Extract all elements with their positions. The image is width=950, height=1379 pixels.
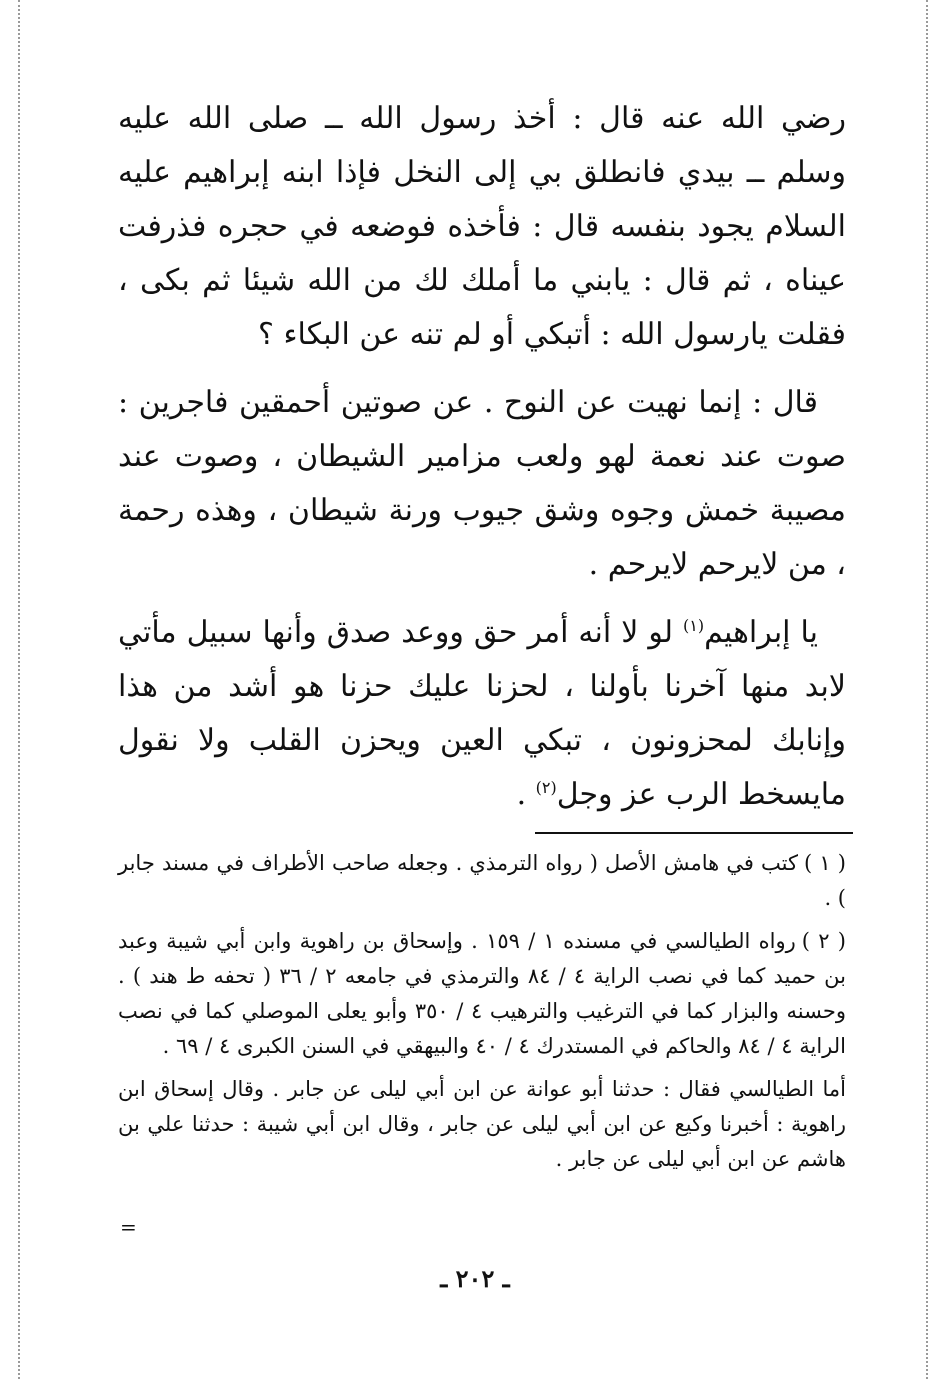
footnote-2-text: رواه الطيالسي في مسنده ١ / ١٥٩ . وإسحاق بن راهوية وابن أبي شيبة وعبد بن حميد كما في نصب الراية ٤ / ٨٤ والترمذي في جامعه ٢ / ٣٦ ( تحفه ط هند ) . وحسنه والبزار كما في الترغيب والترهيب ٤ / ٣٥٠ وأبو يعلى الموصلي كما في نصب الراية ٤ / ٨٤ والحاكم في المستدرك ٤ / ٤٠ والبيهقي في السنن الكبرى ٤ / ٦٩ . bbox=[118, 929, 846, 1058]
footnote-2 bbox=[118, 924, 846, 1064]
footnote-1-number: ( ١ ) bbox=[804, 851, 846, 875]
footnote-1-text: كتب في هامش الأصل ( رواه الترمذي . وجعله صاحب الأطراف في مسند جابر ) . bbox=[118, 851, 846, 910]
footnote-2-number: ( ٢ ) bbox=[801, 929, 846, 953]
main-paragraph-2: قال : إنما نهيت عن النوح . عن صوتين أحمقين فاجرين : صوت عند نعمة لهو ولعب مزامير الشيطان ، وصوت عند مصيبة خمش وجوه وشق جيوب ورنة شيطان ، وهذه رحمة ، من لايرحم لايرحم . bbox=[118, 385, 846, 582]
footnote-divider bbox=[535, 832, 853, 834]
footnotes bbox=[118, 846, 846, 1239]
paragraph-3-body: لو لا أنه أمر حق ووعد صدق وأنها سبيل مأتي لابد منها آخرنا بأولنا ، لحزنا عليك حزنا هو أشد من هذا وإنابك لمحزونون ، تبكي العين ويحزن القلب ولا نقول مايسخط الرب عز وجل bbox=[118, 615, 846, 812]
continuation-mark: = bbox=[120, 1215, 137, 1239]
paragraph-3-opening: يا إبراهيم bbox=[704, 615, 819, 650]
main-text bbox=[118, 92, 846, 822]
main-paragraph-1: رضي الله عنه قال : أخذ رسول الله ــ صلى الله عليه وسلم ــ بيدي فانطلق بي إلى النخل فإذا ابنه إبراهيم عليه السلام يجود بنفسه قال : فأخذه فوضعه في حجره فذرفت عيناه ، ثم قال : يابني ما أملك لك من الله شيئا ثم بكى ، فقلت يارسول الله : أتبكي أو لم تنه عن البكاء ؟ bbox=[118, 101, 846, 352]
page-number: ـ ٢٠٢ ـ bbox=[440, 1264, 510, 1293]
footnote-ref-2: (٢) bbox=[535, 778, 557, 797]
right-margin-dots bbox=[926, 0, 928, 1379]
footnote-ref-1: (١) bbox=[683, 616, 705, 635]
paragraph-3-end: . bbox=[516, 777, 536, 812]
footnote-2-continued: أما الطيالسي فقال : حدثنا أبو عوانة عن ابن أبي ليلى عن جابر . وقال إسحاق ابن راهوية : أخبرنا وكيع عن ابن أبي ليلى عن جابر ، وقال ابن أبي شيبة : حدثنا علي بن هاشم عن ابن أبي ليلى عن جابر . bbox=[118, 1077, 846, 1171]
footnote-1 bbox=[118, 846, 846, 916]
left-margin-dots bbox=[18, 0, 20, 1379]
main-paragraph-3 bbox=[118, 606, 846, 822]
